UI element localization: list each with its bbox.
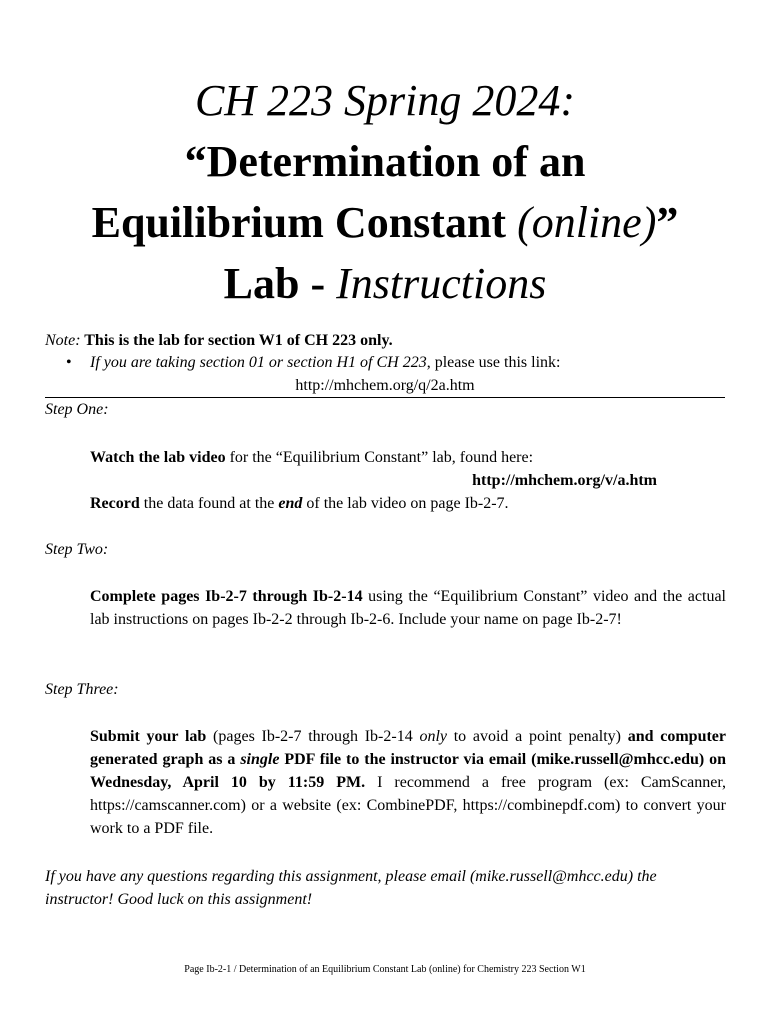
title-line-2: “Determination of an <box>184 137 586 186</box>
bullet-text <box>90 352 730 374</box>
alternate-lab-link[interactable]: http://mhchem.org/q/2a.htm <box>295 377 475 394</box>
step-one-label: Step One: <box>45 401 109 418</box>
title-line-course: CH 223 Spring 2024: <box>194 76 576 125</box>
page-footer: Page Ib-2-1 / Determination of an Equilibrium Constant Lab (online) for Chemistry 223 Section W1 <box>184 964 586 975</box>
submit-lab-bold: Submit your lab <box>90 728 207 745</box>
penalty-text: to avoid a point penalty) <box>446 728 628 745</box>
step-one-paragraph-1 <box>90 446 726 469</box>
title-line-3-bold: Equilibrium Constant <box>91 198 518 247</box>
title-line-4 <box>0 253 770 314</box>
single-emphasis: single <box>240 751 280 768</box>
divider <box>45 397 725 398</box>
bullet-dot-icon: • <box>66 354 72 371</box>
record-end-emphasis: end <box>278 495 303 512</box>
bullet-rest-text: , please use this link: <box>426 354 561 371</box>
recommendation-text: I recommend a free program (ex: CamScanner, https://camscanner.com) or a website (ex: CombinePDF, https://combinepdf.com) to convert your work to a PDF file. <box>90 774 727 837</box>
step-two-paragraph <box>90 585 726 631</box>
watch-video-bold: Watch the lab video <box>90 449 226 466</box>
note-line <box>45 330 725 352</box>
only-emphasis: only <box>419 728 447 745</box>
lab-video-link[interactable]: http://mhchem.org/v/a.htm <box>472 472 657 489</box>
record-mid: the data found at the <box>139 495 279 512</box>
note-label: Note: <box>45 332 81 349</box>
complete-pages-rest: using the “Equilibrium Constant” video and the actual lab instructions on pages Ib-2-2 through Ib-2-6. Include your name on page Ib-2-7! <box>90 588 726 628</box>
step-one-paragraph-2 <box>90 492 726 515</box>
closing-note: If you have any questions regarding this assignment, please email (mike.russell@mhcc.edu) the instructor! Good luck on this assignment! <box>45 868 657 908</box>
complete-pages-bold: Complete pages Ib-2-7 through Ib-2-14 <box>90 588 363 605</box>
title-line-3 <box>0 192 770 253</box>
record-rest: of the lab video on page Ib-2-7. <box>302 495 509 512</box>
title-online-label: (online) <box>517 198 657 247</box>
note-text: This is the lab for section W1 of CH 223 only. <box>80 332 393 349</box>
submit-pages-text: (pages Ib-2-7 through Ib-2-14 <box>206 728 420 745</box>
due-date-bold: PDF file to the instructor via email (mike.russell@mhcc.edu) on Wednesday, April 10 by 11:59 PM. <box>90 751 727 791</box>
step-two-label: Step Two: <box>45 541 109 558</box>
step-three-label: Step Three: <box>45 681 119 698</box>
document-title <box>0 70 770 314</box>
watch-video-rest: for the “Equilibrium Constant” lab, found here: <box>225 449 534 466</box>
title-instructions-label: Instructions <box>336 259 547 308</box>
bullet-italic-text: If you are taking section 01 or section H1 of CH 223 <box>90 354 427 371</box>
record-bold: Record <box>90 495 140 512</box>
title-lab-label: Lab - <box>223 259 337 308</box>
step-three-paragraph <box>90 725 726 840</box>
title-close-quote: ” <box>656 198 679 247</box>
graph-bold: and computer generated graph as a <box>90 728 727 768</box>
